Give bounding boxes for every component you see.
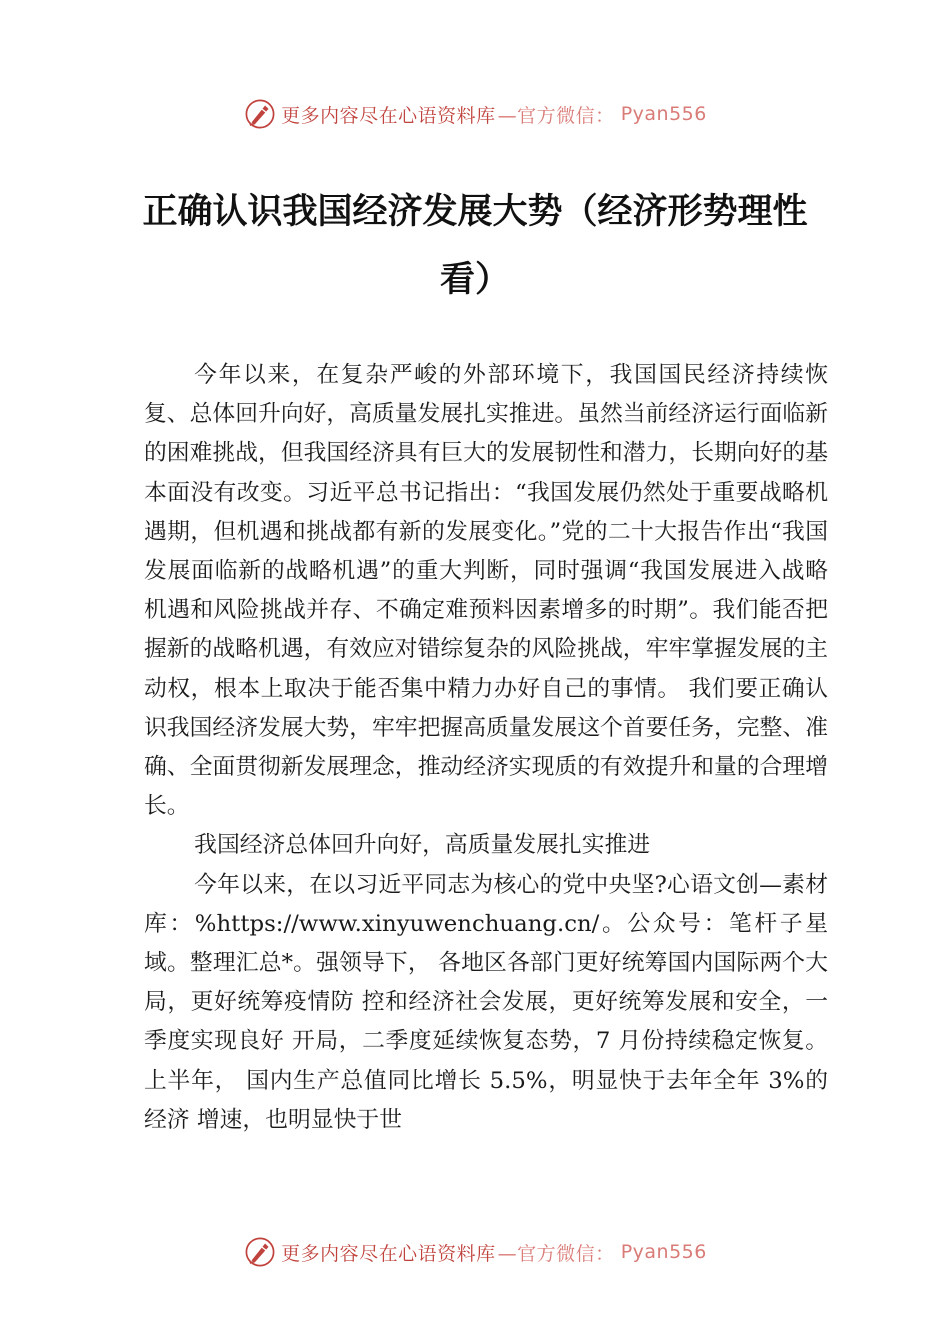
banner-separator-text: —官方微信： [497, 104, 615, 127]
footer-banner [0, 1232, 950, 1272]
section-heading: 我国经济总体回升向好，高质量发展扎实推进 [194, 832, 651, 859]
document-body [144, 356, 828, 1140]
quill-logo-icon [243, 97, 277, 131]
document-title: 正确认识我国经济发展大势（经济形势理性看） [142, 191, 808, 300]
header-banner [0, 94, 950, 134]
banner-wechat-id: Pyan556 [620, 1241, 707, 1263]
banner-brand-text: 更多内容尽在心语资料库 [281, 104, 496, 127]
quill-logo-icon [243, 1235, 277, 1269]
banner-brand-text: 更多内容尽在心语资料库 [281, 1242, 496, 1265]
body-paragraph: 今年以来，在以习近平同志为核心的党中央坚?心语文创—素材库：%https://www.xinyuwenchuang.cn/。公众号：笔杆子星域。整理汇总*。强领导下， 各地区各部门更好统筹国内国际两个大局，更好统筹疫情防 控和经济社会发展，更好统筹发展和安全，一季度实现良好 开局，二季度延续恢复态势，7 月份持续稳定恢复。上半年， 国内生产总值同比增长 5.5%，明显快于去年全年 3%的经济 增速，也明显快于世 [144, 871, 828, 1133]
banner-separator-text: —官方微信： [497, 1242, 615, 1265]
body-paragraph: 今年以来，在复杂严峻的外部环境下，我国国民经济持续恢复、总体回升向好，高质量发展扎实推进。虽然当前经济运行面临新的困难挑战，但我国经济具有巨大的发展韧性和潜力，长期向好的基本面没有改变。习近平总书记指出：“我国发展仍然处于重要战略机遇期，但机遇和挑战都有新的发展变化。”党的二十大报告作出“我国发展面临新的战略机遇”的重大判断，同时强调“我国发展进入战略机遇和风险挑战并存、不确定难预料因素增多的时期”。我们能否把握新的战略机遇，有效应对错综复杂的风险挑战，牢牢掌握发展的主动权，根本上取决于能否集中精力办好自己的事情。 我们要正确认识我国经济发展大势，牢牢把握高质量发展这个首要任务，完整、准确、全面贯彻新发展理念，推动经济实现质的有效提升和量的合理增长。 [144, 362, 828, 820]
banner-wechat-id: Pyan556 [620, 103, 707, 125]
